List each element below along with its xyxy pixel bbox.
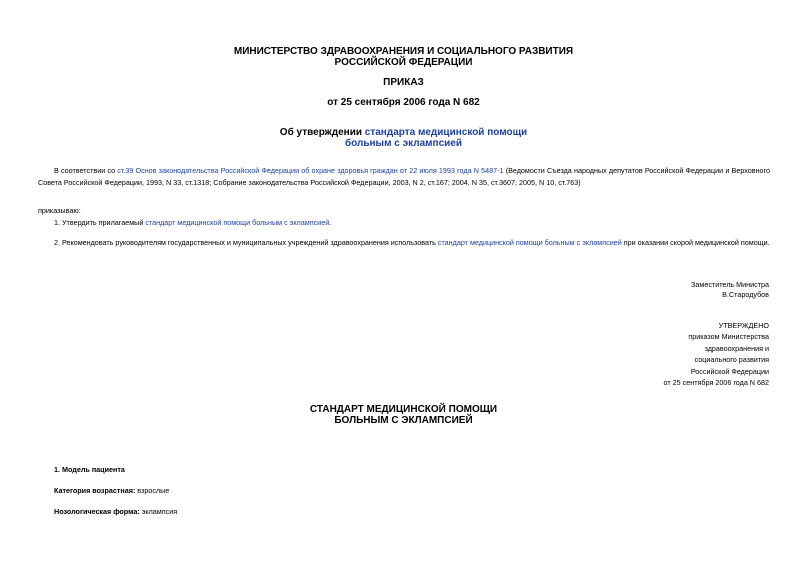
category-label: Категория возрастная:: [54, 486, 136, 495]
nosology-label: Нозологическая форма:: [54, 507, 140, 516]
nosology-row: [54, 507, 177, 517]
intro-law-link[interactable]: ст.39 Основ законодательства Российской Федерации об охране здоровья граждан от 22 июля 1993 года N 5487-1: [117, 166, 504, 175]
order-item-2: [54, 238, 794, 248]
standard-title-line1: СТАНДАРТ МЕДИЦИНСКОЙ ПОМОЩИ: [309, 404, 498, 415]
approval-line: УТВЕРЖДЕНО: [718, 321, 769, 330]
item2-text-start: 2. Рекомендовать руководителям государственных и муниципальных учреждений здравоохранения использовать: [54, 238, 438, 247]
signature-title: Заместитель Министра: [691, 280, 769, 289]
subject-link-eclampsia[interactable]: больным с эклампсией: [344, 138, 463, 149]
item2-standard-link[interactable]: стандарт медицинской помощи больным с эклампсией: [437, 238, 622, 247]
category-row: [54, 486, 169, 496]
order-item-1: [54, 218, 331, 228]
approval-line: от 25 сентября 2006 года N 682: [663, 378, 769, 388]
order-verb: приказываю:: [38, 206, 81, 215]
intro-text-start: В соответствии со: [54, 166, 118, 175]
approval-block: [664, 320, 769, 388]
approval-line: приказом Министерства: [688, 332, 769, 342]
category-value: взрослые: [135, 486, 170, 495]
order-subject-line1: [0, 127, 807, 138]
intro-text-end: (Ведомости Съезда народных депутатов Российской Федерации и Верховного Совета Российской Федерации, 1993, N 33, ст.1318; Собрание законодательства Российской Федерации, 2003, N 2, ст.167; 2004, N 35, ст.3607; 2005, N 10, ст.763): [38, 166, 770, 187]
item1-standard-link[interactable]: стандарт медицинской помощи больным с эклампсией: [145, 218, 330, 227]
intro-paragraph: [38, 165, 770, 188]
signature-name: В.Стародубов: [722, 290, 769, 299]
approval-line: Российской Федерации: [690, 366, 769, 376]
approval-line: здравоохранения и: [704, 343, 769, 353]
subject-link-standard[interactable]: стандарта медицинской помощи: [364, 127, 528, 138]
ministry-heading-line1: МИНИСТЕРСТВО ЗДРАВООХРАНЕНИЯ И СОЦИАЛЬНОГО РАЗВИТИЯ: [233, 46, 574, 57]
subject-prefix: Об утверждении: [279, 127, 365, 138]
item2-text-end: при оказании скорой медицинской помощи.: [621, 238, 770, 247]
section-patient-model: 1. Модель пациента: [54, 465, 125, 474]
order-subject-line2: [0, 138, 807, 149]
nosology-value: эклампсия: [139, 507, 178, 516]
item1-text-end: .: [329, 218, 332, 227]
approval-line: социального развития: [694, 355, 769, 365]
order-word: ПРИКАЗ: [383, 77, 424, 88]
order-date: от 25 сентября 2006 года N 682: [327, 97, 480, 108]
ministry-heading-line2: РОССИЙСКОЙ ФЕДЕРАЦИИ: [334, 57, 473, 68]
item1-text-start: 1. Утвердить прилагаемый: [54, 218, 146, 227]
standard-title-line2: БОЛЬНЫМ С ЭКЛАМПСИЕЙ: [334, 415, 473, 426]
signature-block: [691, 280, 769, 300]
